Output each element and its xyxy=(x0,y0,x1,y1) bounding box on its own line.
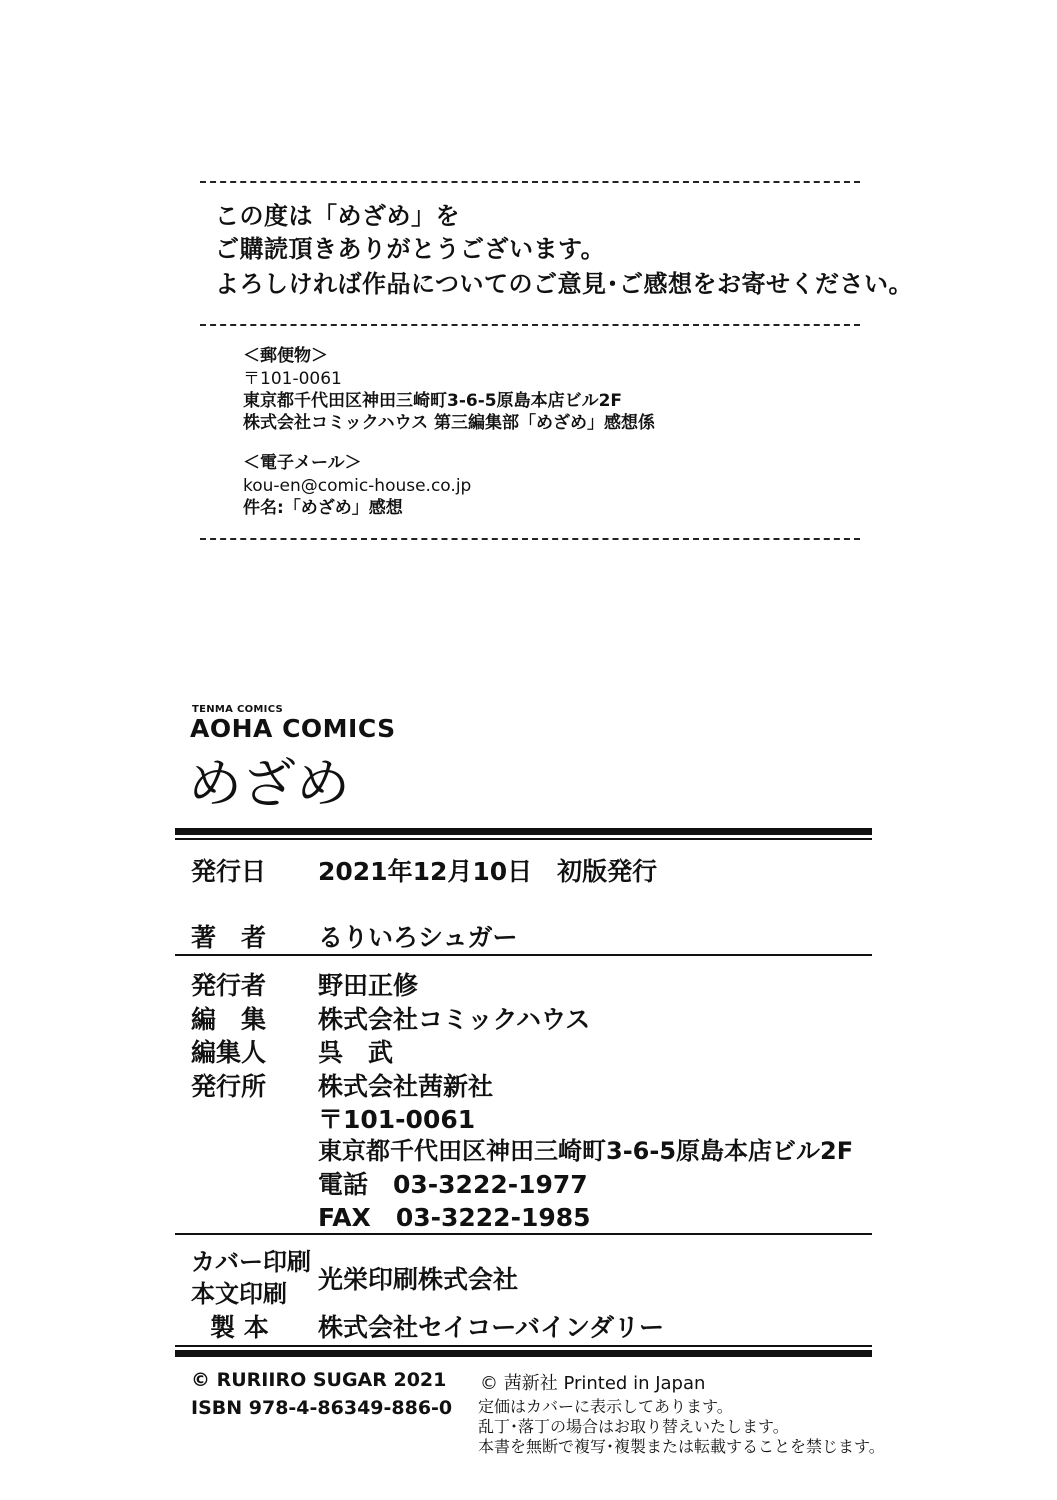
publisher-copyright: © 茜新社 Printed in Japan xyxy=(480,1373,706,1394)
office-address: 東京都千代田区神田三崎町3-6-5原島本店ビル2F xyxy=(318,1137,854,1165)
editing-value: 株式会社コミックハウス xyxy=(318,1005,591,1034)
message-line-3: よろしければ作品についてのご意見･ご感想をお寄せください。 xyxy=(215,270,914,298)
email-address: kou-en@comic-house.co.jp xyxy=(243,476,472,496)
post-recipient: 株式会社コミックハウス 第三編集部「めざめ」感想係 xyxy=(243,413,656,433)
author-copyright: © RURIIRO SUGAR 2021 xyxy=(191,1369,447,1391)
publisher-label: 発行者 xyxy=(191,971,267,1000)
office-value: 株式会社茜新社 xyxy=(318,1072,494,1101)
imprint-label: TENMA COMICS xyxy=(192,704,284,715)
email-heading: ＜電子メール＞ xyxy=(243,453,362,473)
isbn: ISBN 978-4-86349-886-0 xyxy=(191,1397,453,1419)
dashed-divider-top xyxy=(200,181,860,183)
dashed-divider-bottom xyxy=(200,538,860,540)
editor-value: 呉 武 xyxy=(318,1038,394,1067)
office-postcode: 〒101-0061 xyxy=(318,1105,476,1134)
post-heading: ＜郵便物＞ xyxy=(243,346,328,366)
series-name: AOHA COMICS xyxy=(190,714,396,743)
cover-print-label: カバー印刷 xyxy=(191,1248,311,1276)
release-label: 発行日 xyxy=(191,857,267,886)
price-note: 定価はカバーに表示してあります。 xyxy=(478,1397,733,1416)
binding-label: 製 本 xyxy=(210,1313,269,1342)
message-line-2: ご購読頂きありがとうございます。 xyxy=(215,235,606,263)
message-line-1: この度は「めざめ」を xyxy=(215,202,460,230)
office-fax: FAX 03-3222-1985 xyxy=(318,1203,591,1232)
office-phone: 電話 03-3222-1977 xyxy=(318,1170,588,1199)
print-value: 光栄印刷株式会社 xyxy=(318,1265,519,1294)
post-postcode: 〒101-0061 xyxy=(243,369,342,389)
publisher-value: 野田正修 xyxy=(318,971,419,1000)
dashed-divider-middle xyxy=(200,324,860,326)
colophon-bottom-thin-rule xyxy=(175,1345,872,1347)
release-value: 2021年12月10日 初版発行 xyxy=(318,857,658,886)
author-value: るりいろシュガー xyxy=(318,923,518,952)
text-print-label: 本文印刷 xyxy=(191,1280,287,1308)
replacement-note: 乱丁･落丁の場合はお取り替えいたします。 xyxy=(478,1417,789,1436)
email-subject: 件名:「めざめ」感想 xyxy=(243,498,403,518)
divider-office xyxy=(175,1233,872,1235)
colophon-bottom-rule xyxy=(175,1350,872,1357)
copy-prohibition-note: 本書を無断で複写･複製または転載することを禁じます。 xyxy=(478,1437,885,1456)
book-title: めざめ xyxy=(188,752,350,815)
binding-value: 株式会社セイコーバインダリー xyxy=(318,1313,665,1342)
divider-author xyxy=(175,954,872,956)
colophon-top-rule xyxy=(175,828,872,835)
post-address: 東京都千代田区神田三崎町3-6-5原島本店ビル2F xyxy=(243,391,623,411)
colophon-top-thin-rule xyxy=(175,838,872,840)
editor-label: 編集人 xyxy=(191,1038,267,1067)
author-label: 著 者 xyxy=(191,923,267,952)
office-label: 発行所 xyxy=(191,1072,267,1101)
editing-label: 編 集 xyxy=(191,1005,267,1034)
